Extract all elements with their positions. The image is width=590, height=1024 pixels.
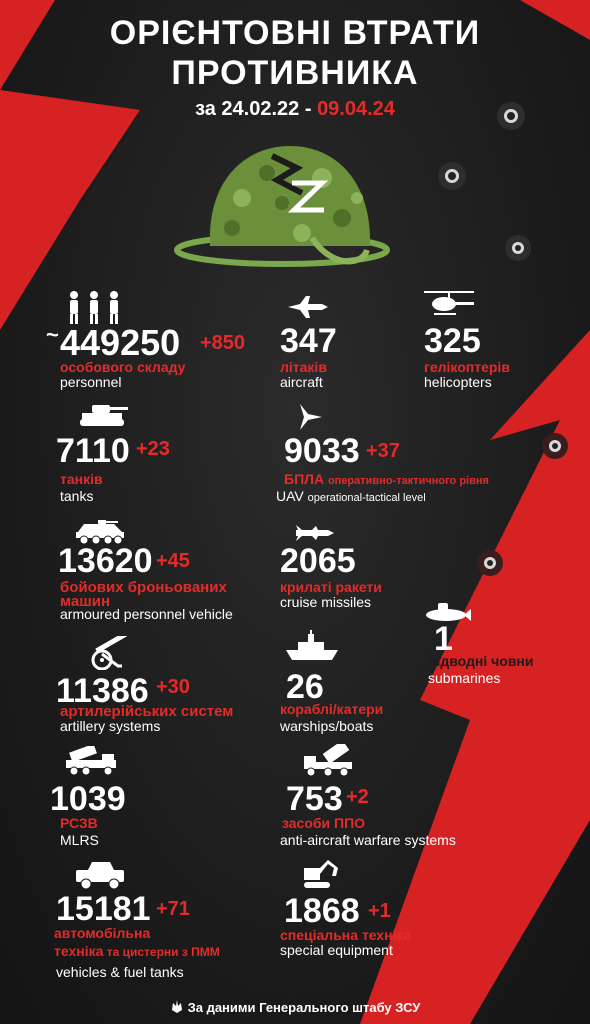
vehicles-ua-technika: техніка [54, 943, 104, 959]
uav-ua-label [284, 472, 489, 489]
warships-ua-label: кораблі/катери [280, 701, 384, 717]
aa-value: 753 [286, 780, 343, 818]
special-en-label: special equipment [280, 942, 393, 958]
tanks-value: 7110 [56, 432, 130, 470]
aa-ua-label: засоби ППО [282, 815, 366, 831]
artillery-increase: +30 [156, 676, 190, 698]
footer-source [0, 1000, 590, 1015]
cannon-icon [84, 636, 132, 670]
apv-ua-label: бойових броньованих [60, 579, 227, 596]
submarines-value: 1 [434, 620, 453, 658]
personnel-increase: +850 [200, 332, 246, 354]
helicopters-value: 325 [424, 322, 481, 360]
uav-en-abbr: UAV [276, 488, 304, 504]
date-end: 09.04.24 [317, 98, 395, 120]
aa-en-label: anti-aircraft warfare systems [280, 832, 456, 848]
warships-en-label: warships/boats [280, 718, 374, 734]
soldiers-icon [64, 290, 126, 324]
vehicles-increase: +71 [156, 898, 190, 920]
helicopters-ua-label: гелікоптерів [424, 359, 510, 375]
mlrs-icon [64, 746, 118, 776]
personnel-en-label: personnel [60, 374, 122, 390]
special-value: 1868 [284, 892, 360, 930]
mlrs-en-label: MLRS [60, 832, 99, 848]
bullet-hole-icon [477, 550, 503, 576]
personnel-value: 449250 [60, 322, 181, 363]
submarines-en-label: submarines [428, 670, 501, 686]
truck-icon [74, 860, 126, 890]
artillery-value: 11386 [56, 672, 149, 710]
trident-icon [170, 1000, 184, 1014]
uav-value: 9033 [284, 432, 360, 470]
drone-icon [296, 402, 326, 432]
personnel-tilde: ~ [46, 322, 59, 347]
date-range [0, 98, 590, 121]
cruise-en-label: cruise missiles [280, 594, 372, 610]
uav-ua-level: оперативно-тактичного рівня [327, 475, 489, 487]
jet-icon [286, 294, 330, 320]
uav-ua-abbr: БПЛА [284, 471, 325, 487]
apv-increase: +45 [156, 550, 190, 572]
anti-aircraft-icon [302, 744, 354, 776]
missile-icon [294, 524, 336, 542]
apv-value: 13620 [58, 542, 153, 580]
vehicles-en-label: vehicles & fuel tanks [56, 964, 184, 980]
vehicles-ua-fuel: та цистерни з ПММ [103, 945, 220, 959]
helmet-icon [172, 138, 402, 278]
tanks-ua-label: танків [60, 471, 103, 487]
helicopters-en-label: helicopters [424, 374, 492, 390]
artillery-en-label: artillery systems [60, 718, 161, 734]
aircraft-ua-label: літаків [280, 359, 327, 375]
vehicles-ua-label: автомобільна [54, 925, 151, 941]
bullet-hole-icon [542, 433, 568, 459]
vehicles-value: 15181 [56, 890, 151, 928]
mlrs-ua-label: РСЗВ [60, 815, 98, 831]
tanks-increase: +23 [136, 438, 170, 460]
tank-icon [78, 402, 130, 426]
apc-icon [74, 518, 126, 544]
submarine-icon [424, 600, 472, 622]
uav-en-level: operational-tactical level [307, 492, 426, 504]
submarines-ua-label: підводні човни [428, 653, 534, 669]
apv-ua-label-line2: машин [60, 593, 111, 610]
cruise-ua-label: крилаті ракети [280, 579, 382, 595]
aircraft-value: 347 [280, 322, 337, 360]
uav-en-label [276, 488, 426, 504]
personnel-ua-label: особового складу [60, 359, 186, 375]
date-start: за 24.02.22 - [195, 98, 318, 120]
page-title-line1: ОРІЄНТОВНІ ВТРАТИ [109, 14, 481, 52]
footer-text: За даними Генерального штабу ЗСУ [187, 1000, 421, 1015]
apv-en-label: armoured personnel vehicle [60, 606, 233, 622]
bullet-hole-icon [438, 162, 466, 190]
page-title-line2: ПРОТИВНИКА [171, 54, 419, 92]
warship-icon [284, 630, 340, 662]
uav-increase: +37 [366, 440, 400, 462]
helicopter-icon [420, 288, 478, 318]
warships-value: 26 [286, 668, 324, 706]
aircraft-en-label: aircraft [280, 374, 323, 390]
tanks-en-label: tanks [60, 488, 94, 504]
special-increase: +1 [368, 900, 391, 922]
vehicles-ua-label-line2 [54, 944, 220, 960]
excavator-icon [302, 856, 342, 890]
bullet-hole-icon [505, 235, 531, 261]
mlrs-value: 1039 [50, 780, 126, 818]
aa-increase: +2 [346, 786, 369, 808]
special-ua-label: спеціальна техніка [280, 927, 412, 943]
artillery-ua-label: артилерійських систем [60, 703, 234, 720]
cruise-value: 2065 [280, 542, 356, 580]
